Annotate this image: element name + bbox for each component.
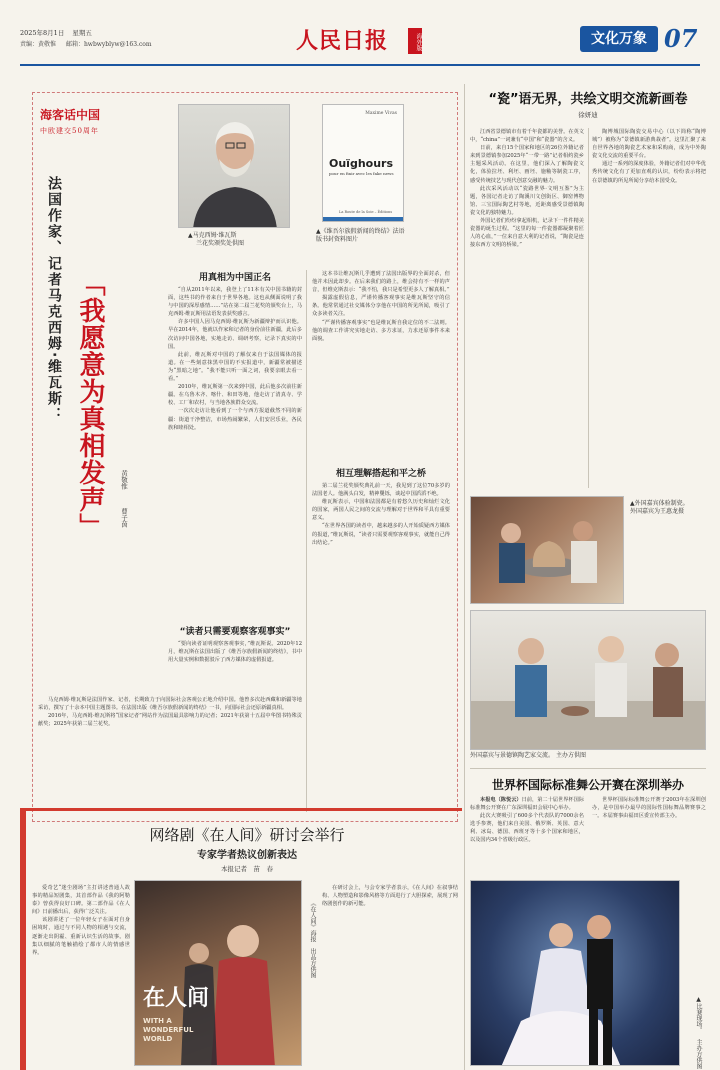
portrait-caption-text: ▲马克西姆·维瓦斯 <box>188 232 237 239</box>
feature-byline <box>120 470 129 580</box>
header-rule <box>20 64 700 66</box>
feature-col2-p5: 维瓦斯表示，中国和法国都是有着悠久历史和灿烂文化的国家，两国人民之间的交流与理解对于世界和平具有重要意义。 <box>312 499 450 522</box>
renjian-p1: 爱奇艺“迷尘剧场”主打讲述普通人故事的精品短剧集，其首部作品《我的阿勒泰》曾获得良好口碑。第二部作品《在人间》日前播出后，获得广泛关注。 <box>32 885 130 916</box>
feature-col2-p2: 揭露虚假信息，严谨传播客观事实是维瓦斯坚守的信条。他常常通过社交媒体分享他在中国的所见所闻，吸引了众多读者关注。 <box>312 295 450 318</box>
dance-p3: 世界杯国际标准舞公开赛于2003年在深圳创办，是中国举办最早的国际性国标舞品牌赛事之一。本届赛事由福田区委宣传部主办。 <box>592 797 706 820</box>
book-caption <box>316 228 410 244</box>
feature-kicker: 法国作家、记者马克西姆·维瓦斯： <box>46 176 62 424</box>
studio-scene <box>471 611 706 750</box>
feature-col2-body <box>312 270 450 460</box>
byline-2: 曹子茵 <box>120 507 128 528</box>
page-center-rule <box>464 84 465 1070</box>
email-text: 邮箱：hwbwyblyw@163.com <box>65 41 152 48</box>
dance-byline: 本报电（陈悦云） <box>480 797 522 803</box>
feature-subheading-2: 相互理解搭起和平之桥 <box>335 469 426 479</box>
ceramics-p4: 外国记者们纷纷拿起相机，记录下一件件精美瓷器的诞生过程。“这里的每一件瓷器都凝聚着匠人的心血，”一位来自意大利的记者说，“陶瓷是连接东西方文明的桥梁。” <box>470 218 584 249</box>
dance-photo-caption <box>684 996 702 1069</box>
feature-col2-p4: 第二届兰花奖颁奖典礼前一天，我见到了这位70多岁的法国老人。他满头白发，精神矍铄，谈起中国滔滔不绝。 <box>312 483 450 498</box>
ceramics-p5: 陶博城国际陶瓷交易中心（以下简称“陶博城”）被称为“景德镇新游典栽者”。这里汇聚了来自世界各地的陶瓷艺术家和采购商，成为中外陶瓷文化交流的重要平台。 <box>592 129 706 160</box>
dance-p2: 此次大赛吸引了600多个代表队的7000余名选手参赛，他们来自美国、俄罗斯、英国、意大利、冰岛、德国、西班牙等十多个国家和地区，以及国内34个省级行政区。 <box>470 813 584 844</box>
ceramics-col1 <box>470 128 584 488</box>
renjian-poster <box>134 880 302 1066</box>
book-title-main: Ouïghours <box>329 157 394 170</box>
ceramics-byline: 徐妍迪 <box>578 111 598 119</box>
portrait-figure <box>179 105 290 228</box>
page-header <box>20 24 700 60</box>
ceramics-column-rule <box>588 128 589 488</box>
book-caption-text: ▲《维吾尔族假新闻的终结》法语版书封 <box>316 228 405 243</box>
ceramics-photo-1-credit: 外国嘉宾为王惠龙摄 <box>630 508 685 515</box>
dance-p1-text: 日前，第二十届世界杯国际标准舞公开赛在广东深圳福田会展中心举办。 <box>470 797 584 812</box>
feature-col1-body <box>168 286 302 616</box>
ceramics-photo-2-caption-text: 外国嘉宾与景德镇陶艺家交流。 <box>470 752 555 759</box>
ceramics-p1: 江西省景德镇市有着千年瓷都的美誉。在英文中，“china”一词兼有“中国”和“瓷器”的含义。 <box>470 129 584 144</box>
feature-subheading-1: 用真相为中国正名 <box>198 273 271 283</box>
book-cover <box>322 104 404 222</box>
portrait-caption-credit: 兰花奖颁奖处供图 <box>196 240 245 247</box>
renjian-byline: 本报记者 苗 春 <box>221 865 273 873</box>
feature-subheading-3: “读者只需要观察客观事实” <box>179 627 291 637</box>
dance-photo-caption-text: ▲比赛现场。 <box>695 996 702 1033</box>
editor-text: 责编：黄敬惟 <box>20 41 57 48</box>
feature-col2-p3: “严谨传播客观事实”也是维瓦斯自我定位的不二法则。他的调查工作讲究实地走访、多方求证，力求还原事件本来面貌。 <box>312 319 450 342</box>
dancers-scene <box>471 881 680 1066</box>
feature-bio-p2: 2016年，马克西姆·维瓦斯将“国家记者”网站作为法国最具影响力的记者；2021年获第十五届中华图书特殊贡献奖；2025年获第二届兰花奖。 <box>38 713 302 728</box>
feature-title: 「我愿意为真相发声」 <box>75 270 105 540</box>
feature-col1-p5: 一次次走访让他看到了一个与西方报道截然不同的新疆：街道干净整洁，市场热闹繁荣，人们安居乐业，各民族和睦相处。 <box>168 408 302 431</box>
ceramics-p2: 日前，来自15个国家和地区的26位外籍记者来到景德镇参加2025年“一带一路”记者相约瓷乡主题采风活动。在这里，他们深入了解陶瓷文化，体验拉坯、利坯、画坯、施釉等制瓷工序，感受传统技艺与现代创意交融的魅力。 <box>470 145 584 184</box>
ceramics-col2 <box>592 128 706 488</box>
feature-col1-p2: 许多中国人因马克西姆·维瓦斯为新疆辩护而认识他。早在2014年，他就以作家和记者的身份前往新疆，此后多次访问中国各地，实地走访、调研考察，记录下真实的中国。 <box>168 319 302 350</box>
poster-title: 在人间 <box>143 985 210 1011</box>
page-number: 07 <box>664 24 698 53</box>
ceramics-p3: 此次采风活动以“瓷路世界·文明互鉴”为主题，各国记者走访了陶溪川文创街区、御窑博物馆、三宝国际陶艺村等地，近距离感受景德镇陶瓷文化的独特魅力。 <box>470 185 584 216</box>
renjian-red-bar <box>20 808 26 1070</box>
renjian-poster-caption <box>304 900 316 1040</box>
header-date <box>20 28 92 37</box>
ceramics-photo-2-caption <box>470 752 706 760</box>
renjian-p3: 在研讨会上，与会专家学者表示，《在人间》在叙事结构、人物塑造和影像风格等方面进行了大胆探索，展现了网络剧创作的新可能。 <box>322 885 458 908</box>
dance-col2 <box>592 796 706 876</box>
renjian-col2 <box>322 884 458 1070</box>
portrait-photo <box>178 104 290 228</box>
renjian-p2: 该剧讲述了一位年轻女子在面对自身困境时，通过与不同人物的相遇与交流，逐渐走出阴霾、重新认识生活的故事。剧集以细腻的笔触描绘了都市人的情感世界。 <box>32 917 130 956</box>
feature-col2-p7: “在世界各国的读者中，越来越多的人开始质疑西方媒体的报道，”维瓦斯说，“读者只需要观察客观事实，就能自己得出结论。” <box>312 523 450 546</box>
dance-top-rule <box>470 768 706 769</box>
edition-badge: 海外版 <box>408 28 422 54</box>
feature-col1-lower-p: “要向读者证明观察客观事实，”维瓦斯说。2020年12月，维瓦斯在法国出版了《维吾尔族假新闻的终结》，书中用大量实例和数据驳斥了西方媒体的虚假报道。 <box>168 641 302 664</box>
feature-bio <box>38 696 302 812</box>
feature-col1-p3: 此前，维瓦斯对中国的了解仅来自于法国媒体的报道。在一些刻意抹黑中国的不实报道中，新疆常被描述为“黑暗之地”。“我不能只听一面之词，我要亲眼去看一看。” <box>168 351 302 383</box>
date-text: 2025年8月1日 <box>20 29 65 37</box>
book-caption-credit: 资料图片 <box>334 236 359 243</box>
renjian-col1 <box>32 884 130 1070</box>
book-title-sub: pour en finir avec les fake news <box>329 171 394 176</box>
masthead-logo: 人民日报 <box>296 28 389 54</box>
ceramics-photo-1 <box>470 496 624 604</box>
book-publisher: La Route de la Soie – Éditions <box>339 210 393 214</box>
feature-col1-lower <box>168 640 302 692</box>
section-badge: 文化万象 <box>580 26 658 52</box>
portrait-caption <box>188 232 298 248</box>
feature-col2-lower <box>312 482 450 812</box>
byline-1: 黄敬惟 <box>120 470 128 490</box>
ceramics-photo-1-caption-text: ▲外国嘉宾体验制瓷。 <box>630 500 689 507</box>
dance-photo <box>470 880 680 1066</box>
feature-column-rule <box>306 270 307 812</box>
poster-subtitle: WITH A WONDERFUL WORLD <box>143 1017 194 1043</box>
renjian-title: 网络剧《在人间》研讨会举行 <box>149 826 345 844</box>
feature-col1-p4: 2010年，维瓦斯第一次来到中国，此后他多次前往新疆。在乌鲁木齐、喀什、和田等地，他走访了清真寺、学校、工厂和农村，与当地各族群众交流。 <box>168 384 302 407</box>
weekday-text: 星期五 <box>72 29 92 37</box>
feature-col1-p1: “自从2011年以来，我登上了11本有关中国书籍的封面，这些书的作者来自于世界各地。这也从侧面说明了我与中国的深厚感情……”站在第二届兰花奖的颁奖台上，马克西姆·维瓦斯用法语发表获奖感言。 <box>168 287 302 318</box>
dance-p1 <box>470 796 584 812</box>
pottery-wheel-scene <box>471 497 624 604</box>
column-logo <box>40 106 128 136</box>
dance-title: 世界杯国际标准舞公开赛在深圳举办 <box>491 778 684 792</box>
renjian-red-bar-top <box>20 808 462 811</box>
book-author: Maxime Vivas <box>365 111 397 116</box>
column-logo-title: 海客话中国 <box>40 108 101 122</box>
feature-bio-p1: 马克西姆·维瓦斯是法国作家、记者，长期致力于向国际社会客观公正地介绍中国。他曾多次赴西藏和新疆等地采访，撰写了十余本中国主题图书。在法国出版《维吾尔族假新闻的终结》一书，向国际社会还原新疆真相。 <box>38 697 302 712</box>
renjian-subtitle: 专家学者热议创新表达 <box>197 850 297 861</box>
renjian-poster-caption-text: 《在人间》海报 <box>309 900 316 942</box>
dance-col1 <box>470 796 584 876</box>
book-cover-band <box>323 217 404 221</box>
renjian-poster-credit: 出品方供图 <box>309 947 316 978</box>
header-editor-line <box>20 39 152 48</box>
ceramics-photo-1-caption <box>630 500 700 516</box>
dance-photo-credit: 主办方供图 <box>695 1038 702 1069</box>
ceramics-p6: 通过一系列的深度体验，外籍记者们对中华优秀传统文化有了更加直观的认识，纷纷表示将把在景德镇的所见所闻分享给本国受众。 <box>592 161 706 184</box>
feature-col2-p1: 这本书让维瓦斯几乎遭到了法国出版界的全面封杀，但他并未因此却步。在后来我们的路上，维会持有不一样的声音，但维克斯表示：“我不怕，我只是希望更多人了解真相。” <box>312 271 450 294</box>
ceramics-photo-2 <box>470 610 706 750</box>
column-logo-subtitle: 中欧建交50周年 <box>40 127 99 135</box>
ceramics-title: “瓷”语无界，共绘文明交流新画卷 <box>488 92 688 107</box>
ceramics-photo-2-credit: 主办方供图 <box>555 752 586 759</box>
